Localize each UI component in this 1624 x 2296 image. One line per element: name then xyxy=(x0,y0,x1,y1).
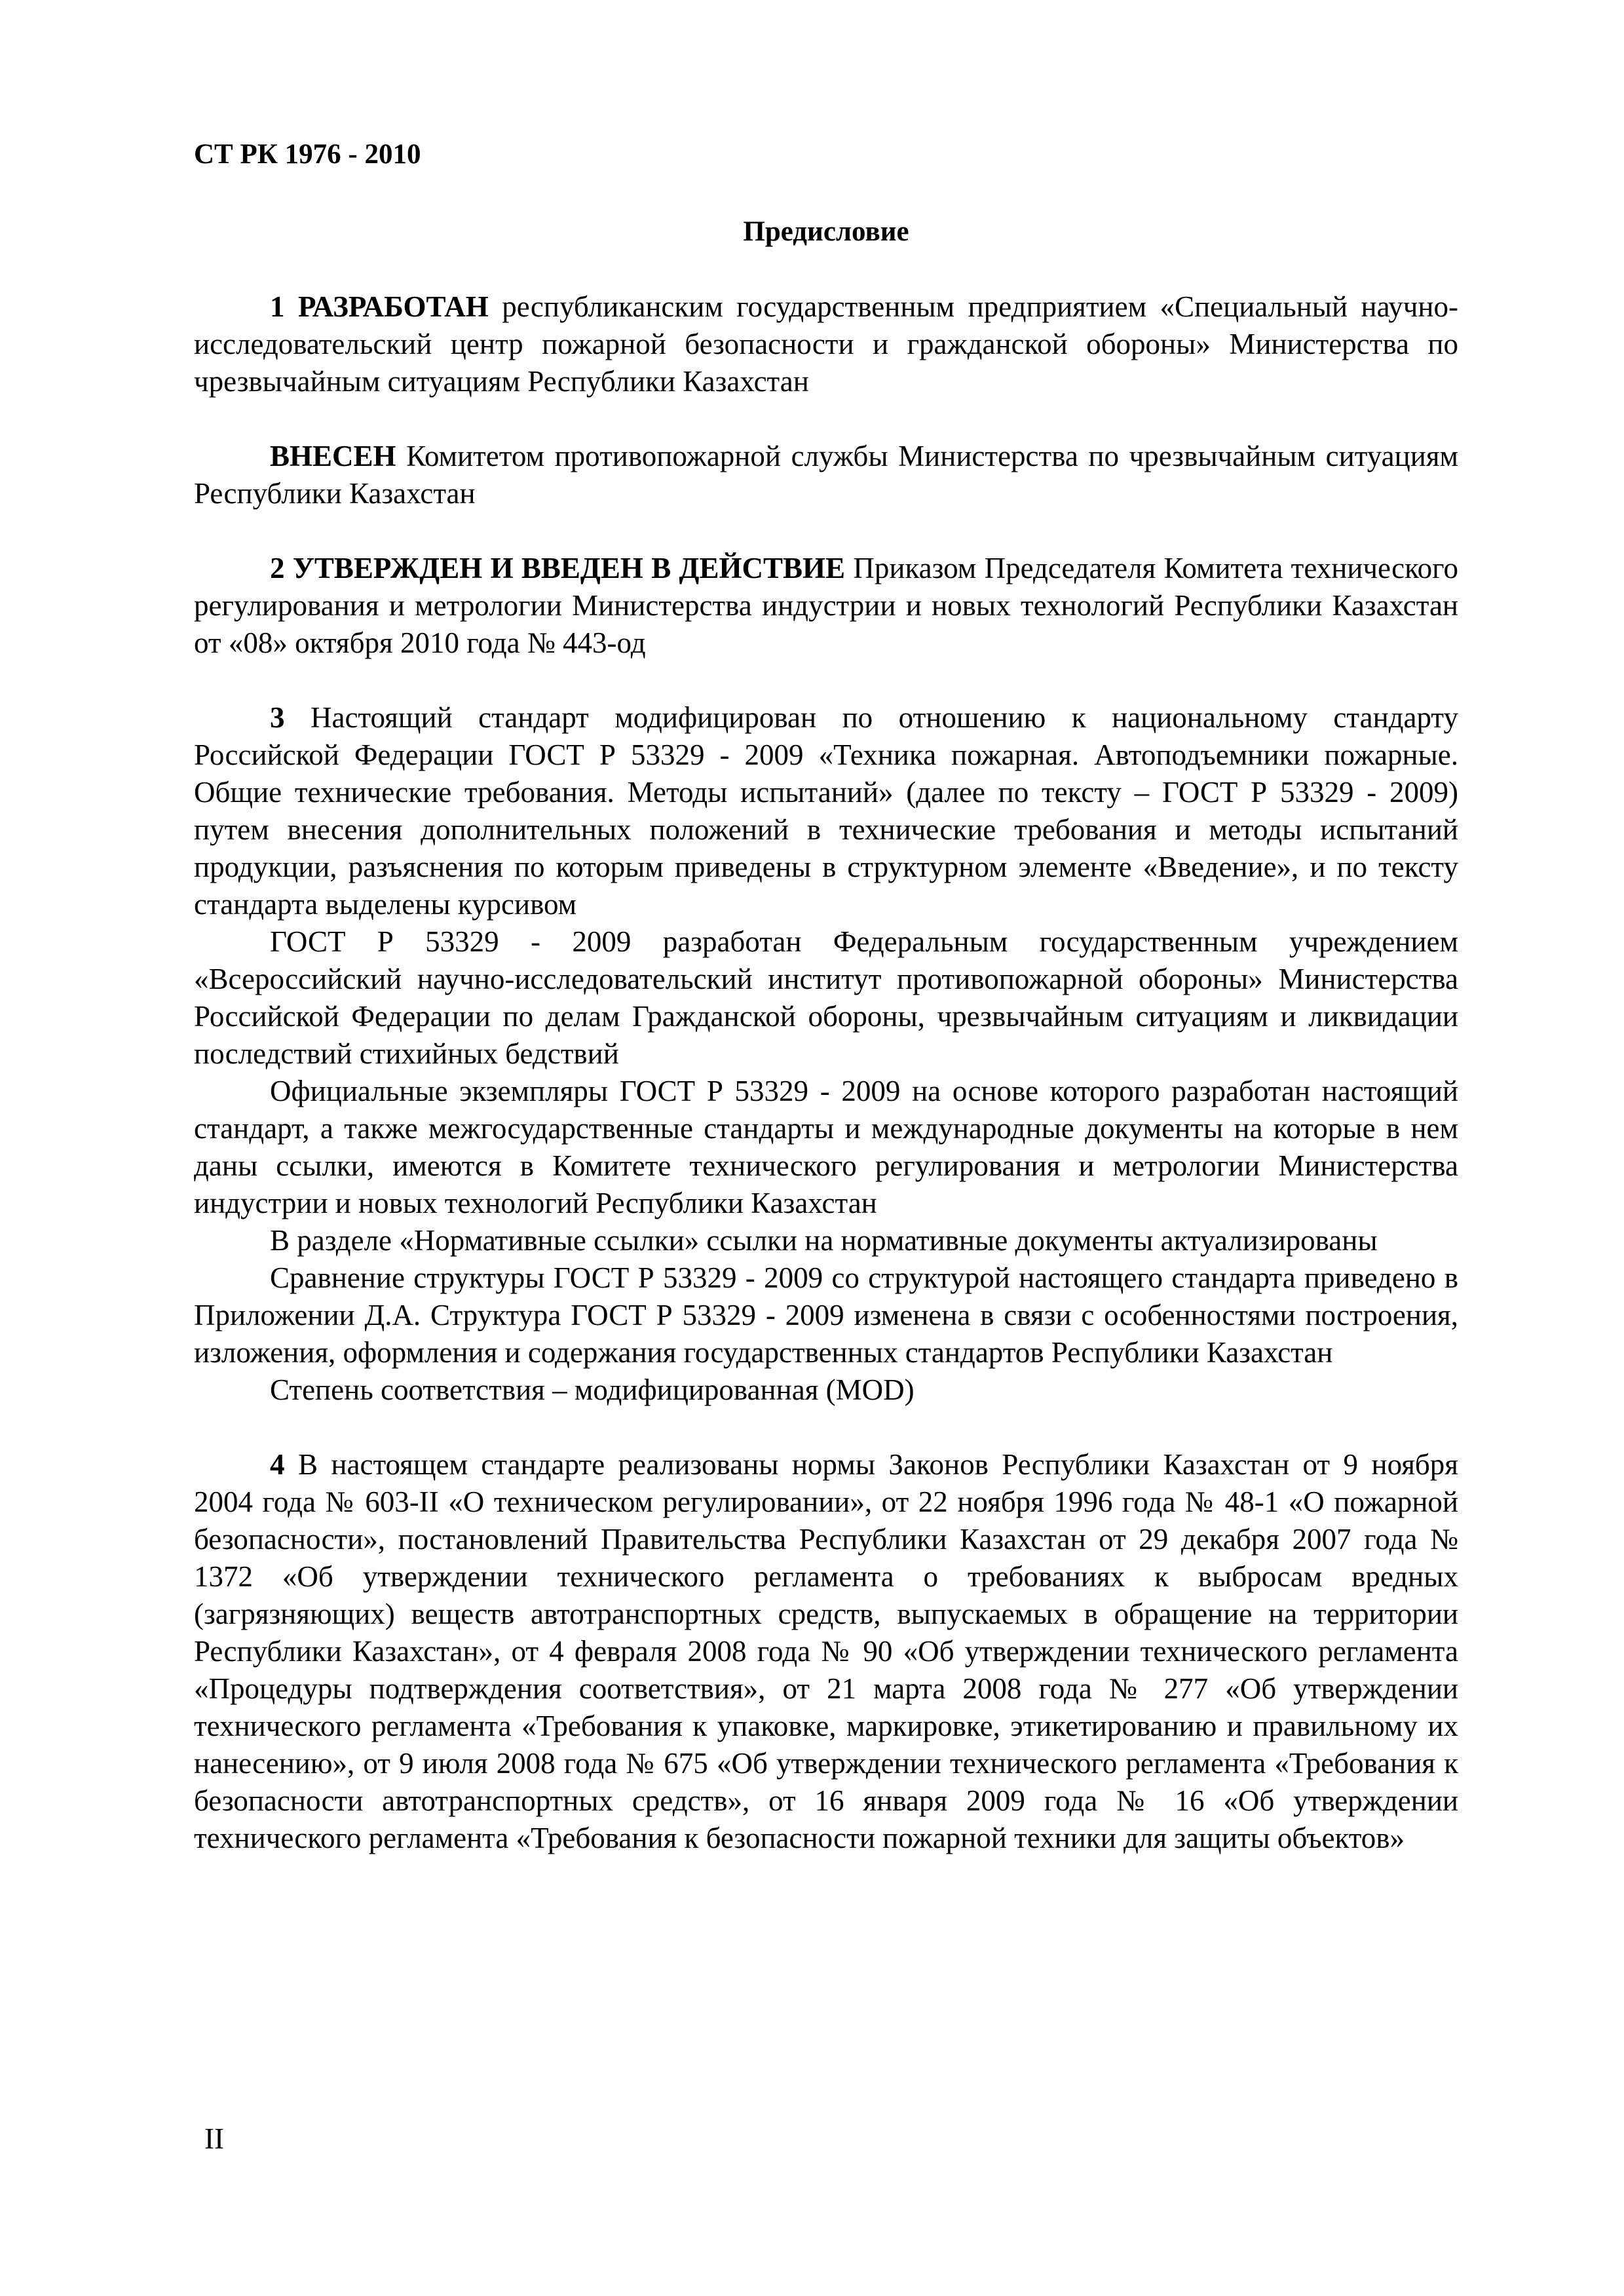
paragraph-references xyxy=(194,1222,1458,1259)
paragraph-structure xyxy=(194,1259,1458,1371)
paragraph-lead: 1 РАЗРАБОТАН xyxy=(270,290,489,323)
paragraph-lead: 3 xyxy=(270,701,285,734)
paragraph-text: Официальные экземпляры ГОСТ Р 53329 - 2009 на основе которого разработан настоящий стандарт, а также межгосударственные стандарты и международные документы на которые в нем даны ссылки, имеются в Комитете технического регулирования и метрологии Министерства индустрии и новых технологий Республики Казахстан xyxy=(194,1075,1458,1219)
paragraph-text: Степень соответствия – модифицированная (MOD) xyxy=(270,1373,915,1406)
page-number: II xyxy=(204,2122,224,2155)
paragraph-lead: 2 УТВЕРЖДЕН И ВВЕДЕН В ДЕЙСТВИЕ xyxy=(270,552,846,584)
paragraph-laws xyxy=(194,1446,1458,1857)
paragraph-conformity xyxy=(194,1371,1458,1409)
paragraph-text: В разделе «Нормативные ссылки» ссылки на нормативные документы актуализированы xyxy=(270,1224,1378,1257)
paragraph-text: республиканским государственным предприятием «Специальный научно-исследовательский центр пожарной безопасности и гражданской обороны» Министерства по чрезвычайным ситуациям Республики Казахстан xyxy=(194,290,1458,398)
paragraph-submitted xyxy=(194,438,1458,512)
document-code: СТ РК 1976 - 2010 xyxy=(194,139,421,170)
paragraph-text: Комитетом противопожарной службы Министерства по чрезвычайным ситуациям Республики Казахстан xyxy=(194,440,1458,510)
paragraph-lead: 4 xyxy=(270,1448,285,1481)
paragraph-text: Сравнение структуры ГОСТ Р 53329 - 2009 со структурой настоящего стандарта приведено в Приложении Д.А. Структура ГОСТ Р 53329 - 2009 изменена в связи с особенностями построения, изложения, оформления и содержания государственных стандартов Республики Казахстан xyxy=(194,1261,1458,1369)
paragraph-official-copies xyxy=(194,1073,1458,1222)
paragraph-approved xyxy=(194,550,1458,662)
paragraph-text: Настоящий стандарт модифицирован по отношению к национальному стандарту Российской Федерации ГОСТ Р 53329 - 2009 «Техника пожарная. Автоподъемники пожарные. Общие технические требования. Методы испытаний» (далее по тексту – ГОСТ Р 53329 - 2009) путем внесения дополнительных положений в технические требования и методы испытаний продукции, разъяснения по которым приведены в структурном элементе «Введение», и по тексту стандарта выделены курсивом xyxy=(194,701,1458,921)
foreword-body xyxy=(194,288,1458,1857)
paragraph-gost-developer xyxy=(194,923,1458,1073)
paragraph-text: Приказом Председателя Комитета технического регулирования и метрологии Министерства индустрии и новых технологий Республики Казахстан от «08» октября 2010 года № 443-од xyxy=(194,552,1458,659)
paragraph-modified xyxy=(194,699,1458,923)
paragraph-text: В настоящем стандарте реализованы нормы Законов Республики Казахстан от 9 ноября 2004 года № 603-II «О техническом регулировании», от 22 ноября 1996 года № 48-1 «О пожарной безопасности», постановлений Правительства Республики Казахстан от 29 декабря 2007 года № 1372 «Об утверждении технического регламента о требованиях к выбросам вредных (загрязняющих) веществ автотранспортных средств, выпускаемых в обращение на территории Республики Казахстан», от 4 февраля 2008 года № 90 «Об утверждении технического регламента «Процедуры подтверждения соответствия», от 21 марта 2008 года № 277 «Об утверждении технического регламента «Требования к упаковке, маркировке, этикетированию и правильному их нанесению», от 9 июля 2008 года № 675 «Об утверждении технического регламента «Требования к безопасности автотранспортных средств», от 16 января 2009 года № 16 «Об утверждении технического регламента «Требования к безопасности пожарной техники для защиты объектов» xyxy=(194,1448,1458,1854)
paragraph-lead: ВНЕСЕН xyxy=(270,440,396,472)
paragraph-text: ГОСТ Р 53329 - 2009 разработан Федеральным государственным учреждением «Всероссийский научно-исследовательский институт противопожарной обороны» Министерства Российской Федерации по делам Гражданской обороны, чрезвычайным ситуациям и ликвидации последствий стихийных бедствий xyxy=(194,925,1458,1070)
section-title: Предисловие xyxy=(743,216,909,247)
paragraph-developed xyxy=(194,288,1458,400)
